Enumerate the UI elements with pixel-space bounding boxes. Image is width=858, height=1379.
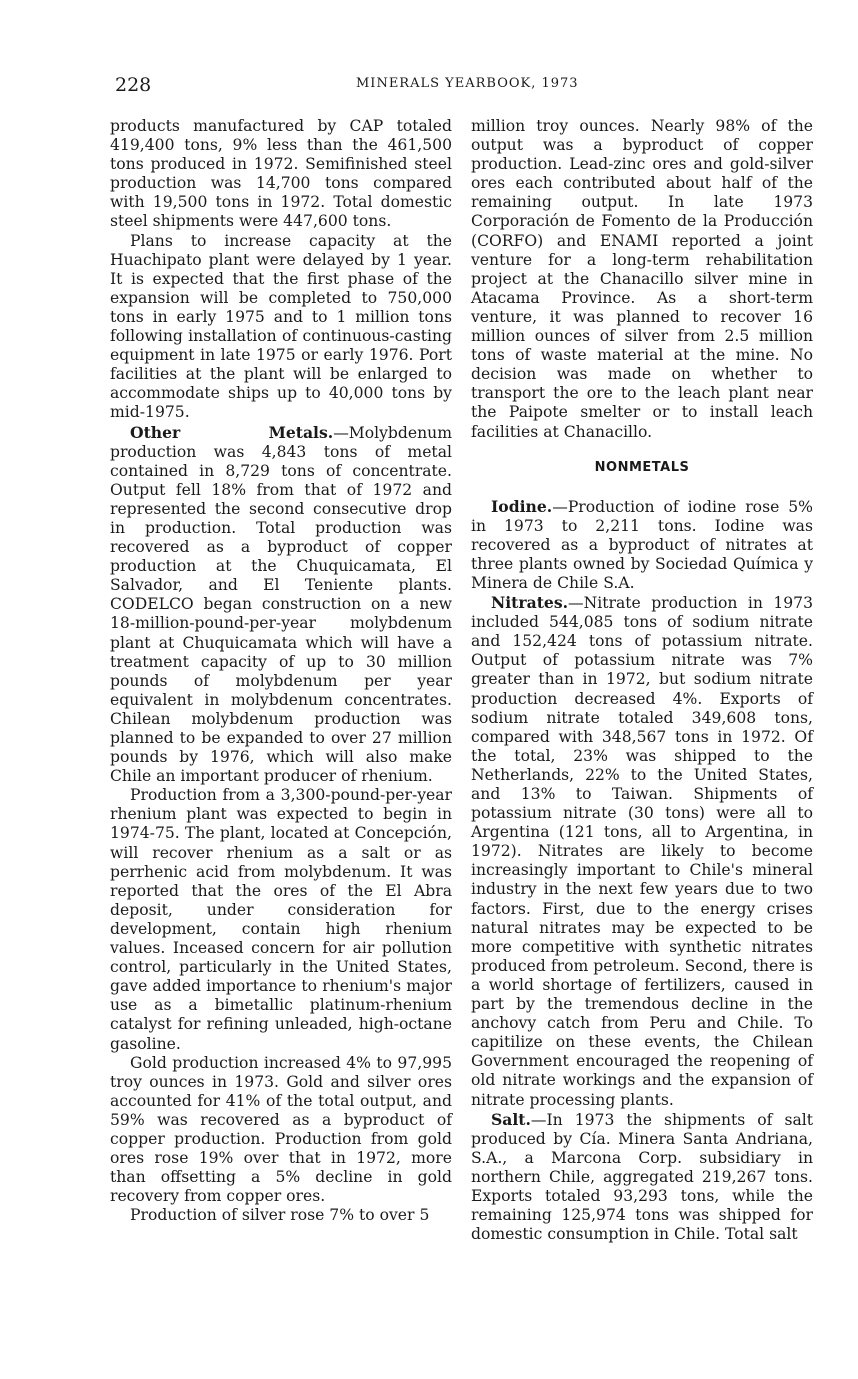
paragraph xyxy=(471,593,813,1110)
paragraph xyxy=(110,423,452,787)
paragraph: Production from a 3,300-pound-per-year rhenium plant was expected to begin in 1974-75. The plant, located at Concepción, will recover rhenium as a salt or as perrhenic acid from molybdenum. It was reported that the ores of the El Abra deposit, under consideration for development, contain high rhenium values. Inceased concern for air pollution control, particularly in the United States, gave added importance to rhenium's major use as a bimetallic platinum-rhenium catalyst for refining unleaded, high-octane gasoline. xyxy=(110,786,452,1053)
page-number: 228 xyxy=(115,74,152,96)
runin-heading: Salt. xyxy=(491,1109,531,1129)
paragraph: Plans to increase capacity at the Huachipato plant were delayed by 1 year. It is expected that the first phase of the expansion will be completed to 750,000 tons in early 1975 and to 1 million tons following installation of continuous-casting equipment in late 1975 or early 1976. Port facilities at the plant will be enlarged to accommodate ships up to 40,000 tons by mid-1975. xyxy=(110,231,452,422)
runin-heading: Iodine. xyxy=(491,496,553,516)
paragraph: Gold production increased 4% to 97,995 troy ounces in 1973. Gold and silver ores accounted for 41% of the total output, and 59% was recovered as a byproduct of copper production. Production from gold ores rose 19% over that in 1972, more than offsetting a 5% decline in gold recovery from copper ores. xyxy=(110,1053,452,1206)
runin-heading: Other Metals. xyxy=(130,422,334,442)
section-heading: NONMETALS xyxy=(594,459,690,475)
paragraph-text: —Production of iodine rose 5% in 1973 to 2,211 tons. Iodine was recovered as a byproduct of nitrates at three plants owned by Sociedad Química y Minera de Chile S.A. xyxy=(471,497,813,592)
left-column xyxy=(110,117,452,1225)
paragraph: million troy ounces. Nearly 98% of the output was a byproduct of copper production. Lead-zinc ores and gold-silver ores each contributed about half of the remaining output. In late 1973 Corporación de Fomento de la Producción (CORFO) and ENAMI reported a joint venture for a long-term rehabilitation project at the Chanacillo silver mine in Atacama Province. As a short-term venture, it was planned to recover 16 million ounces of silver from 2.5 million tons of waste material at the mine. No decision was made on whether to transport the ore to the leach plant near the Paipote smelter or to install leach facilities at Chanacillo. xyxy=(471,117,813,441)
paragraph: products manufactured by CAP totaled 419,400 tons, 9% less than the 461,500 tons produced in 1972. Semifinished steel production was 14,700 tons compared with 19,500 tons in 1972. Total domestic steel shipments were 447,600 tons. xyxy=(110,117,452,231)
paragraph: Production of silver rose 7% to over 5 xyxy=(130,1206,430,1225)
paragraph-text: —In 1973 the shipments of salt produced by Cía. Minera Santa Andriana, S.A., a Marcona Corp. subsidiary in northern Chile, aggregated 219,267 tons. Exports totaled 93,293 tons, while the remaining 125,974 tons was shipped for domestic consumption in Chile. Total salt xyxy=(471,1110,813,1244)
paragraph-text: —Molybdenum production was 4,843 tons of metal contained in 8,729 tons of concentrate. Output fell 18% from that of 1972 and represented the second consecutive drop in production. Total production was recovered as a byproduct of copper production at the Chuquicamata, El Salvador, and El Teniente plants. CODELCO began construction on a new 18-million-pound-per-year molybdenum plant at Chuquicamata which will have a treatment capacity of up to 30 million pounds of molybdenum per year equivalent in molybdenum concentrates. Chilean molybdenum production was planned to be expanded to over 27 million pounds by 1976, which will also make Chile an important producer of rhenium. xyxy=(110,423,452,786)
runin-heading: Nitrates. xyxy=(491,593,569,613)
right-column xyxy=(471,117,813,1244)
paragraph-text: —Nitrate production in 1973 included 544,085 tons of sodium nitrate and 152,424 tons of potassium nitrate. Output of potassium nitrate was 7% greater than in 1972, but sodium nitrate production decreased 4%. Exports of sodium nitrate totaled 349,608 tons, compared with 348,567 tons in 1972. Of the total, 23% was shipped to the Netherlands, 22% to the United States, and 13% to Taiwan. Shipments of potassium nitrate (30 tons) were all to Argentina (121 tons, all to Argentina, in 1972). Nitrates are likely to become increasingly important to Chile's mineral industry in the next few years due to two factors. First, due to the energy crises natural nitrates may be expected to be more competitive with synthetic nitrates produced from petroleum. Second, there is a world shortage of fertilizers, caused in part by the tremendous decline in the anchovy catch from Peru and Chile. To capitilize on these events, the Chilean Government encouraged the reopening of old nitrate workings and the expansion of nitrate processing plants. xyxy=(471,594,813,1109)
paragraph xyxy=(471,1110,813,1245)
running-head: MINERALS YEARBOOK, 1973 xyxy=(356,76,579,91)
paragraph xyxy=(471,497,813,593)
